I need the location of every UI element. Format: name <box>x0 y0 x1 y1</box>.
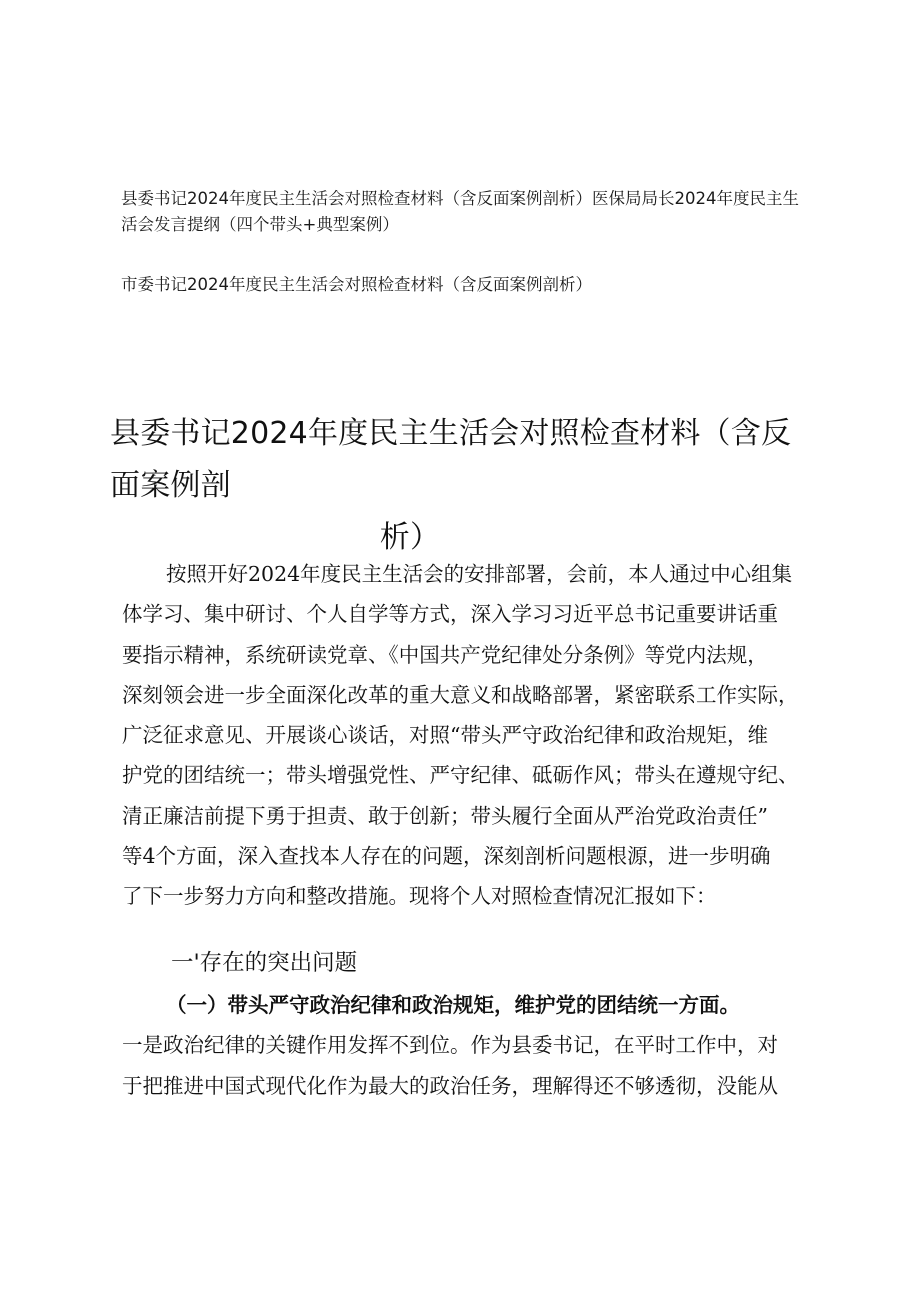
section-heading-problems: 一'存在的突出问题 <box>171 950 358 976</box>
toc-entry-2: 市委书记2024年度民主生活会对照检查材料（含反面案例剖析） <box>121 275 592 294</box>
intro-line: 了下一步努力方向和整改措施。现将个人对照检查情况汇报如下： <box>122 884 717 909</box>
intro-line: 清正廉洁前提下勇于担责、敢于创新；带头履行全面从严治党政治责任” <box>122 803 768 828</box>
subsection-heading: （一）带头严守政治纪律和政治规矩，维护党的团结统一方面。 <box>166 993 740 1017</box>
intro-line: 广泛征求意见、开展谈心谈话，对照“带头严守政治纪律和政治规矩，维 <box>122 723 768 748</box>
intro-line: 要指示精神，系统研读党章、《中国共产党纪律处分条例》等党内法规， <box>122 642 768 667</box>
section-1-body <box>122 985 822 1106</box>
intro-line: 深刻领会进一步全面深化改革的重大意义和战略部署，紧密联系工作实际， <box>122 682 799 707</box>
toc-entry-1-line-2: 活会发言提纲（四个带头+典型案例） <box>121 215 399 234</box>
section-line: 一是政治纪律的关键作用发挥不到位。作为县委书记，在平时工作中，对 <box>122 1033 778 1058</box>
section-line: 于把推进中国式现代化作为最大的政治任务，理解得还不够透彻，没能从 <box>122 1073 778 1098</box>
toc-entry-1-line-1: 县委书记2024年度民主生活会对照检查材料（含反面案例剖析）医保局局长2024年度民主生 <box>121 189 799 208</box>
document-title <box>110 408 810 564</box>
intro-paragraph <box>122 554 812 917</box>
intro-line: 护党的团结统一；带头增强党性、严守纪律、砥砺作风；带头在遵规守纪、 <box>122 763 799 788</box>
intro-line: 按照开好2024年度民主生活会的安排部署，会前，本人通过中心组集 <box>166 562 793 586</box>
document-title-line-1: 县委书记2024年度民主生活会对照检查材料（含反面案例剖 <box>110 416 792 503</box>
document-title-line-2: 析） <box>379 520 441 555</box>
intro-line: 体学习、集中研讨、个人自学等方式，深入学习习近平总书记重要讲话重 <box>122 602 778 627</box>
intro-line: 等4个方面，深入查找本人存在的问题，深刻剖析问题根源，进一步明确 <box>122 844 771 869</box>
table-of-contents <box>121 186 811 298</box>
